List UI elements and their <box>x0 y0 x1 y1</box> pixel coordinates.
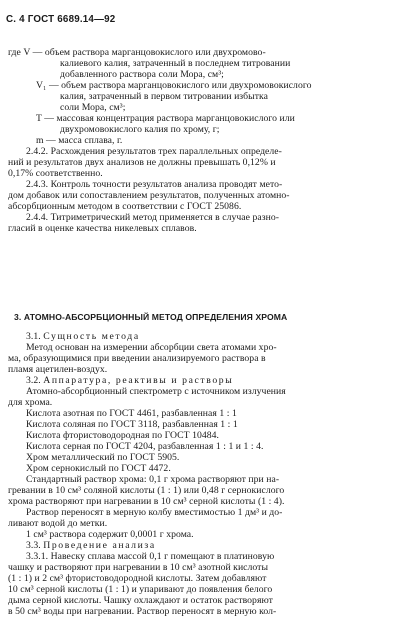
reagent-line: Кислота фтористоводородная по ГОСТ 10484. <box>26 430 220 441</box>
reagent-line: Кислота азотная по ГОСТ 4461, разбавленная 1 : 1 <box>26 408 237 419</box>
reagent-line: Кислота соляная по ГОСТ 3118, разбавленная 1 : 1 <box>26 419 238 430</box>
text-line: 0,17% соответственно. <box>8 168 103 179</box>
paragraph-2-4-4: 2.4.4. Титриметрический метод применяется в случае разно- <box>26 212 279 223</box>
where-v-line: где V — объем раствора марганцовокислого или двухромово- <box>8 47 266 58</box>
subhead-number: 3.2. <box>26 375 41 386</box>
paragraph-3-3-1: 3.3.1. Навеску сплава массой 0,1 г помещают в платиновую <box>26 551 275 562</box>
subhead-3-2 <box>26 375 233 386</box>
section-title: 3. АТОМНО-АБСОРБЦИОННЫЙ МЕТОД ОПРЕДЕЛЕНИЯ ХРОМА <box>14 312 288 322</box>
page-header: С. 4 ГОСТ 6689.14—92 <box>6 14 116 25</box>
text-line: (1 : 1) и 2 см³ фтористоводородной кислоты. Затем добавляют <box>8 573 267 584</box>
text-line: дыма серной кислоты. Чашку охлаждают и остаток растворяют <box>8 595 273 606</box>
text-line: гласий в оценке качества никелевых сплавов. <box>8 223 197 234</box>
reagent-line: Хром металлический по ГОСТ 5905. <box>26 452 180 463</box>
text-line: для хрома. <box>8 397 53 408</box>
subhead-3-3 <box>26 540 156 551</box>
subhead-3-1 <box>26 331 140 342</box>
text-line: абсорбционным методом в соответствии с ГОСТ 25086. <box>8 201 242 212</box>
subhead-number: 3.1. <box>26 331 41 342</box>
paragraph-2-4-2: 2.4.2. Расхождения результатов трех параллельных определе- <box>26 146 282 157</box>
text-line: соли Мора, см³; <box>60 102 126 113</box>
text-line: добавленного раствора соли Мора, см³; <box>60 69 224 80</box>
text-line: ний и результатов двух анализов не должны превышать 0,12% и <box>8 157 276 168</box>
text-line: 1 см³ раствора содержит 0,0001 г хрома. <box>26 529 194 540</box>
where-m-line: m — масса сплава, г. <box>36 135 123 146</box>
text-line: гревании в 10 см³ соляной кислоты (1 : 1) или 0,48 г сернокислого <box>8 485 285 496</box>
where-t-line: T — массовая концентрация раствора марганцовокислого или <box>36 113 295 124</box>
text-line: хрома растворяют при нагревании в 10 см³ серной кислоты (1 : 4). <box>8 496 285 507</box>
subhead-title: Сущность метода <box>43 331 140 342</box>
text-line: ма, образующимися при введении анализируемого раствора в <box>8 353 266 364</box>
reagent-line: Кислота серная по ГОСТ 4204, разбавленная 1 : 1 и 1 : 4. <box>26 441 264 452</box>
text-line: пламя ацетилен-воздух. <box>8 364 108 375</box>
text-line: двухромовокислого калия по хрому, г; <box>60 124 220 135</box>
subhead-title: Аппаратура, реактивы и растворы <box>43 375 234 386</box>
text-line: чашку и растворяют при нагревании в 10 см³ азотной кислоты <box>8 562 269 573</box>
text-line: калиевого калия, затраченный в последнем титровании <box>60 58 291 69</box>
where-v1-line: V₁ — объем раствора марганцовокислого или двухромовокислого <box>36 80 312 91</box>
text-line: калия, затраченный в первом титровании избытка <box>60 91 268 102</box>
text-line: в 50 см³ воды при нагревании. Раствор переносят в мерную кол- <box>8 606 277 617</box>
text-line: Метод основан на измерении абсорбции света атомами хро- <box>26 342 277 353</box>
reagent-line: Хром сернокислый по ГОСТ 4472. <box>26 463 171 474</box>
text-line: Атомно-абсорбционный спектрометр с источником излучения <box>26 386 286 397</box>
text-line: ливают водой до метки. <box>8 518 108 529</box>
subhead-number: 3.3. <box>26 540 41 551</box>
subhead-title: Проведение анализа <box>43 540 156 551</box>
paragraph-2-4-3: 2.4.3. Контроль точности результатов анализа проводят мето- <box>26 179 283 190</box>
text-line: Стандартный раствор хрома: 0,1 г хрома растворяют при на- <box>26 474 280 485</box>
text-line: Раствор переносят в мерную колбу вместимостью 1 дм³ и до- <box>26 507 283 518</box>
text-line: 10 см³ серной кислоты (1 : 1) и упаривают до появления белого <box>8 584 273 595</box>
text-line: дом добавок или сопоставлением результатов, полученных атомно- <box>8 190 290 201</box>
